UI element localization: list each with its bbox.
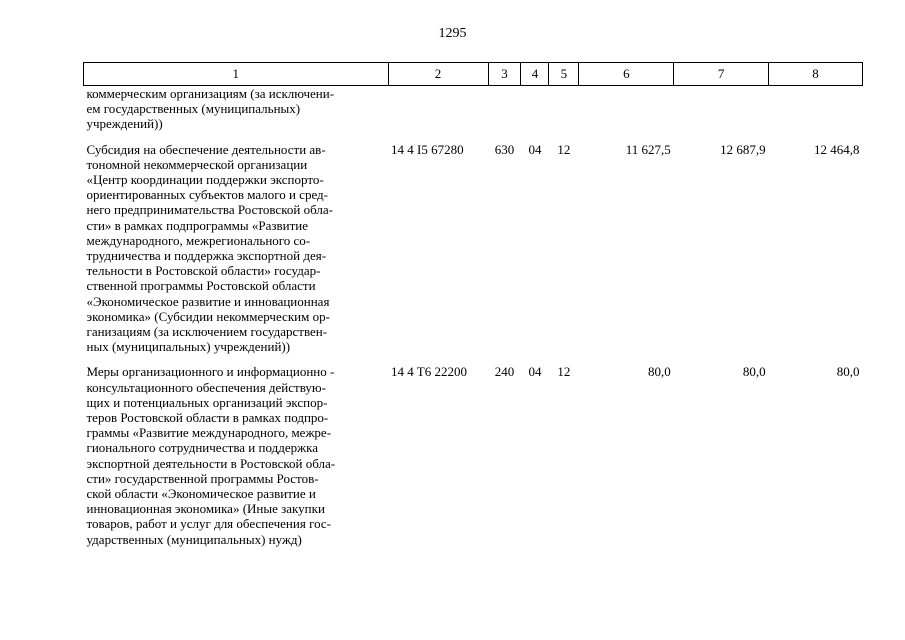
description-line: «Центр координации поддержки экспорто- xyxy=(86,172,324,188)
description-line: ганизациям (за исключением государствен- xyxy=(86,324,328,340)
description-line: Меры организационного и информационно - xyxy=(86,364,335,380)
row-description xyxy=(84,86,389,142)
description-line: ской области «Экономическое развитие и xyxy=(86,486,316,502)
row-description xyxy=(84,142,389,365)
row-section: 04 xyxy=(528,141,542,157)
budget-table xyxy=(83,62,863,547)
description-line: ориентированных субъектов малого и сред- xyxy=(86,187,328,203)
row-value-3 xyxy=(769,86,863,142)
row-value-2: 80,0 xyxy=(742,364,766,380)
row-value-1: 11 627,5 xyxy=(625,141,671,157)
table-row xyxy=(84,364,863,546)
row-description xyxy=(84,364,389,546)
table-row xyxy=(84,142,863,365)
page-number: 1295 xyxy=(438,26,467,41)
description-line: сти» государственной программы Ростов- xyxy=(86,470,319,486)
description-line: ем государственных (муниципальных) xyxy=(86,101,301,117)
description-line: экспортной деятельности в Ростовской обла- xyxy=(86,455,336,471)
row-subsection: 12 xyxy=(557,141,571,157)
row-section: 04 xyxy=(528,364,542,380)
row-code: 14 4 I5 67280 xyxy=(391,141,464,157)
row-expense-type xyxy=(488,86,521,142)
row-value-1 xyxy=(579,86,674,142)
description-line: трудничества и поддержка экспортной дея- xyxy=(86,248,327,264)
header-col-6: 6 xyxy=(579,63,674,86)
description-line: Субсидия на обеспечение деятельности ав- xyxy=(86,141,326,157)
description-line: тономной некоммерческой организации xyxy=(86,156,308,172)
description-line: учреждений)) xyxy=(86,116,163,132)
header-col-7: 7 xyxy=(674,63,769,86)
row-expense-type: 240 xyxy=(494,364,515,380)
description-line: ственной программы Ростовской области xyxy=(86,278,316,294)
description-line: граммы «Развитие международного, межре- xyxy=(86,425,332,441)
description-line: гионального сотрудничества и поддержка xyxy=(86,440,318,456)
header-col-2: 2 xyxy=(388,63,488,86)
header-row xyxy=(84,63,863,86)
row-value-2 xyxy=(674,86,769,142)
row-value-3: 80,0 xyxy=(836,364,860,380)
description-line: ных (муниципальных) учреждений)) xyxy=(86,339,291,355)
row-value-3: 12 464,8 xyxy=(814,141,860,157)
row-code: 14 4 T6 22200 xyxy=(391,364,468,380)
row-expense-type: 630 xyxy=(494,141,515,157)
description-line: экономика» (Субсидии некоммерческим ор- xyxy=(86,308,330,324)
row-subsection: 12 xyxy=(557,364,571,380)
description-line: консультационного обеспечения действую- xyxy=(86,379,326,395)
header-col-8: 8 xyxy=(769,63,863,86)
description-line: щих и потенциальных организаций экспор- xyxy=(86,394,328,410)
description-line: «Экономическое развитие и инновационная xyxy=(86,293,330,309)
header-col-4: 4 xyxy=(521,63,549,86)
header-col-1: 1 xyxy=(84,63,389,86)
row-section xyxy=(521,86,549,142)
description-line: сти» в рамках подпрограммы «Развитие xyxy=(86,217,309,233)
header-col-5: 5 xyxy=(549,63,579,86)
description-line: товаров, работ и услуг для обеспечения гос- xyxy=(86,516,331,532)
row-subsection xyxy=(549,86,579,142)
row-value-2: 12 687,9 xyxy=(720,141,766,157)
description-line: теров Ростовской области в рамках подпро- xyxy=(86,410,329,426)
header-col-3: 3 xyxy=(488,63,521,86)
description-line: коммерческим организациям (за исключени- xyxy=(86,86,335,101)
table-row xyxy=(84,86,863,142)
description-line: тельности в Ростовской области» государ- xyxy=(86,263,321,279)
description-line: инновационная экономика» (Иные закупки xyxy=(86,501,325,517)
row-code xyxy=(388,86,488,142)
description-line: него предпринимательства Ростовской обла- xyxy=(86,202,333,218)
description-line: международного, межрегионального со- xyxy=(86,232,311,248)
row-value-1: 80,0 xyxy=(648,364,671,380)
description-line: ударственных (муниципальных) нужд) xyxy=(86,531,302,547)
